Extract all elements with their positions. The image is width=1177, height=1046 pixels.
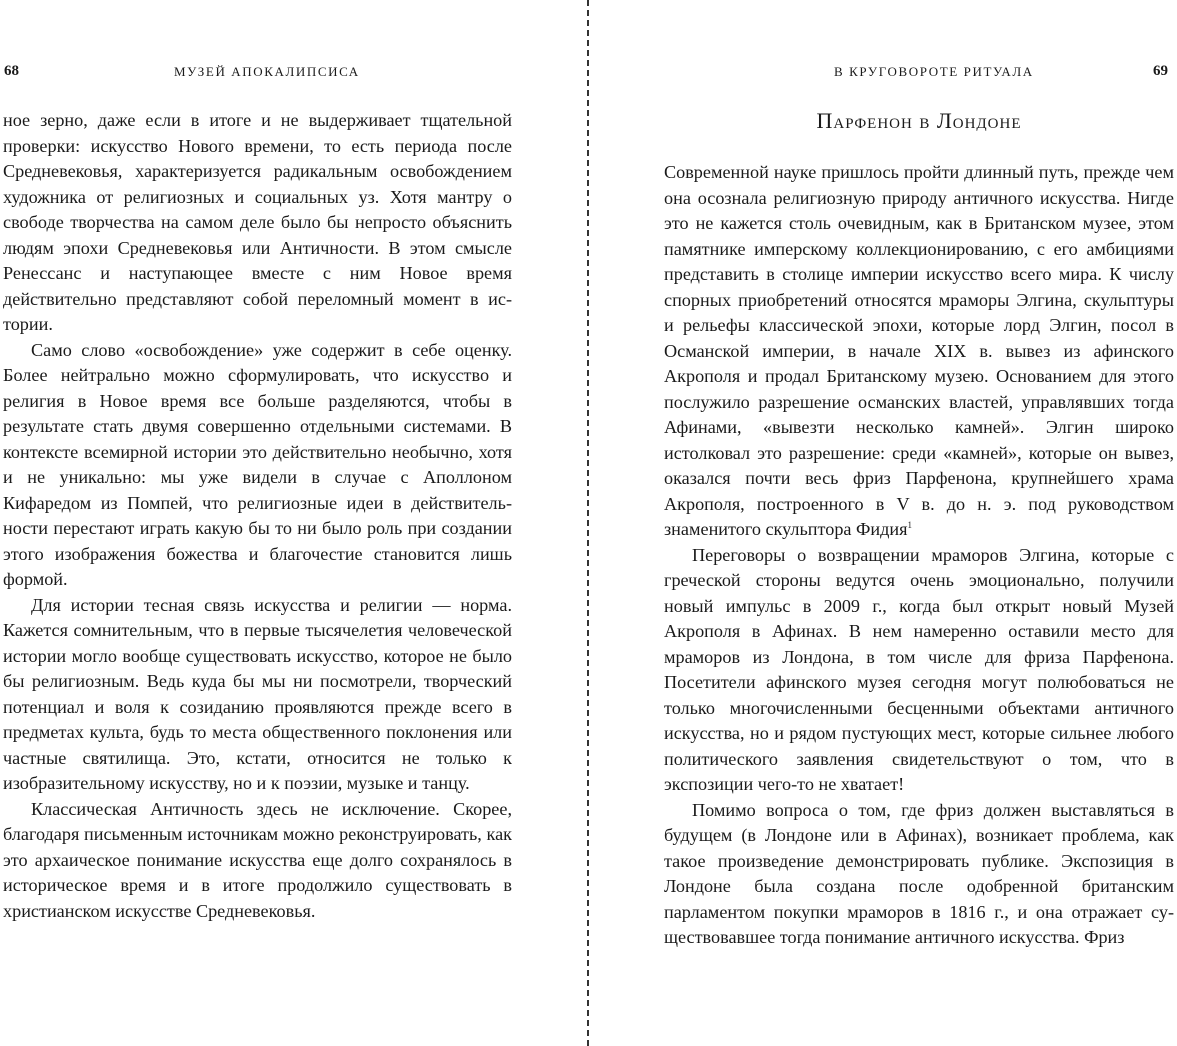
- paragraph: Для истории тесная связь искусства и религии — норма. Кажется сомнительным, что в первые тысячелетия человеческой истории могло вообще существовать искусство, которое не было бы религиозным. Ведь куда бы мы ни посмотрели, творческий потенциал и воля к созиданию проявляются прежде всего в предметах культа, будь то места общественного поклонения или частные святилища. Это, кстати, относится не только к изобразительному искусству, но и к поэзии, музыке и танцу.: [3, 594, 512, 793]
- right-page: [664, 0, 1174, 1046]
- running-head: В КРУГОВОРОТЕ РИТУАЛА: [834, 64, 1034, 79]
- page-number: 68: [4, 63, 19, 79]
- right-body-text: [664, 160, 1174, 951]
- paragraph: [664, 160, 1174, 543]
- paragraph: Само слово «освобождение» уже содержит в себе оценку. Более нейтрально можно сформулировать, что искусство и религия в Новое время все больше разделяются, чтобы в результате стать двумя совершенно отдельными системами. В контексте всемирной истории это действительно необычно, хотя и не уникально: мы уже видели в случае с Аполлоном Кифаредом из Помпей, что религиозные идеи в действительности перестают играть какую бы то ни было роль при создании этого изображения божества и благочестие становится лишь формой.: [3, 339, 512, 589]
- running-head: МУЗЕЙ АПОКАЛИПСИСА: [174, 64, 360, 79]
- paragraph: Помимо вопроса о том, где фриз должен выставляться в будущем (в Лондоне или в Афинах), возникает проблема, как такое произведение демонстрировать публике. Экспозиция в Лондоне была создана после одобренной британским парламентом покупки мраморов в 1816 г., и она отражает существовавшее тогда понимание античного искусства. Фриз: [664, 799, 1174, 947]
- paragraph: Классическая Античность здесь не исключение. Скорее, благодаря письменным источникам можно реконструировать, как это архаическое понимание искусства еще долго сохранялось в историческое время и в итоге продолжило существовать в христианском искусстве Средневековья.: [3, 798, 512, 921]
- right-header: [664, 63, 1174, 87]
- left-body-text: [3, 108, 512, 924]
- paragraph: ное зерно, даже если в итоге и не выдерживает тщательной проверки: искусство Нового времени, то есть периода после Средневековья, характеризуется радикальным освобождением художника от религиозных и социальных уз. Хотя мантру о свободе творчества на самом деле было бы непросто объяснить людям эпохи Средневековья или Античности. В этом смысле Ренессанс и наступающее вместе с ним Новое время действительно представляют собой переломный момент в истории.: [3, 110, 512, 334]
- footnote-mark[interactable]: 1: [907, 519, 913, 530]
- paragraph: Переговоры о возвращении мраморов Элгина, которые с греческой стороны ведутся очень эмоционально, получили новый импульс в 2009 г., когда был открыт новый Музей Акрополя в Афинах. В нем намеренно оставили место для мраморов из Лондона, в том числе для фриза Парфенона. Посетители афинского музея сегодня могут полюбоваться не только многочисленными бесценными объектами античного искусства, но и рядом пустующих мест, которые сильнее любого политического заявления свидетельствуют о том, что в экспозиции чего-то не хватает!: [664, 544, 1174, 794]
- left-header: [0, 63, 512, 87]
- paragraph-text: Современной науке пришлось пройти длинный путь, прежде чем она осознала религиозную природу античного искусства. Нигде это не кажется столь очевидным, как в Британском музее, этом памятнике имперскому коллекционированию, с его амбициями представить в столице империи искусство всего мира. К числу спорных приобретений относятся мраморы Элгина, скульптуры и рельефы классической эпохи, которые лорд Элгин, посол в Османской империи, в начале XIX в. вывез из афинского Акрополя и продал Британскому музею. Основанием для этого послужило разрешение османских властей, управлявших тогда Афинами, «вывезти несколько камней». Элгин широко истолковал это разрешение: среди «камней», которые он вывез, оказался почти весь фриз Парфенона, крупнейшего храма Акрополя, построенного в V в. до н. э. под руководством знаменитого скульптора Фидия: [664, 162, 1174, 539]
- left-page: [0, 0, 512, 1046]
- page-number: 69: [1153, 63, 1168, 79]
- section-title: Парфенон в Лондоне: [816, 108, 1022, 133]
- page-divider: [587, 0, 589, 1046]
